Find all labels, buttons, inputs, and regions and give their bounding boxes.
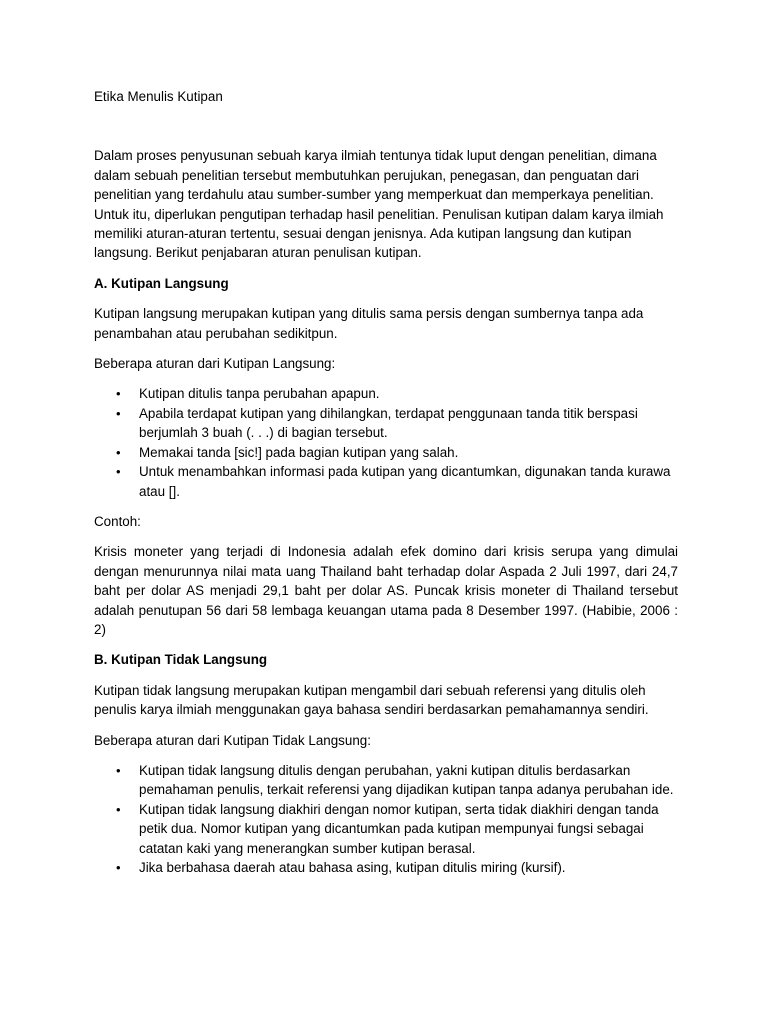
- list-item: [94, 384, 678, 403]
- section-a-rules-list: [94, 384, 678, 500]
- list-item: [94, 462, 678, 501]
- list-item-text: Kutipan tidak langsung ditulis dengan perubahan, yakni kutipan ditulis berdasarkan pemahaman penulis, terkait referensi yang dijadikan kutipan tanpa adanya perubahan ide.: [139, 762, 674, 798]
- list-item: [94, 800, 678, 858]
- bullet-icon: •: [116, 860, 121, 875]
- section-b-rules-intro: Beberapa aturan dari Kutipan Tidak Langsung:: [94, 732, 371, 748]
- section-a-definition: Kutipan langsung merupakan kutipan yang ditulis sama persis dengan sumbernya tanpa ada penambahan atau perubahan sedikitpun.: [94, 306, 644, 341]
- section-a-rules-intro: Beberapa aturan dari Kutipan Langsung:: [94, 356, 336, 372]
- list-item-text: Untuk menambahkan informasi pada kutipan yang dicantumkan, digunakan tanda kurawa atau [].: [139, 464, 671, 499]
- bullet-icon: •: [116, 386, 121, 402]
- bullet-icon: •: [116, 801, 121, 817]
- intro-paragraph: Dalam proses penyusunan sebuah karya ilmiah tentunya tidak luput dengan penelitian, dimana dalam sebuah penelitian tersebut membutuhkan perujukan, penegasan, dan penguatan dari penelitian yang terdahulu atau sumber-sumber yang memperkuat dan memperkaya penelitian. Untuk itu, diperlukan pengutipan terhadap hasil penelitian. Penulisan kutipan dalam karya ilmiah memiliki aturan-aturan tertentu, sesuai dengan jenisnya. Ada kutipan langsung dan kutipan langsung. Berikut penjabaran aturan penulisan kutipan.: [94, 148, 664, 261]
- list-item-text: Memakai tanda [sic!] pada bagian kutipan yang salah.: [139, 444, 459, 460]
- list-item: [94, 443, 678, 462]
- section-b-heading: B. Kutipan Tidak Langsung: [94, 652, 268, 668]
- list-item: [94, 761, 678, 800]
- list-item: [94, 404, 678, 443]
- bullet-icon: •: [116, 762, 121, 778]
- list-item: [94, 858, 678, 877]
- example-paragraph: Krisis moneter yang terjadi di Indonesia adalah efek domino dari krisis serupa yang dimulai dengan menurunnya nilai mata uang Thailand baht terhadap dolar Aspada 2 Juli 1997, dari 24,7 baht per dolar AS menjadi 29,1 baht per dolar AS. Puncak krisis moneter di Thailand tersebut adalah penutupan 56 dari 58 lembaga keuangan utama pada 8 Desember 1997. (Habibie, 2006 : 2): [94, 544, 678, 637]
- document-page: [94, 87, 678, 888]
- section-b-rules-list: [94, 761, 678, 877]
- section-a-heading: A. Kutipan Langsung: [94, 275, 229, 291]
- list-item-text: Jika berbahasa daerah atau bahasa asing, kutipan ditulis miring (kursif).: [139, 860, 566, 875]
- example-label: Contoh:: [94, 513, 141, 529]
- list-item-text: Kutipan ditulis tanpa perubahan apapun.: [139, 386, 380, 402]
- bullet-icon: •: [116, 405, 121, 421]
- section-b-definition: Kutipan tidak langsung merupakan kutipan mengambil dari sebuah referensi yang ditulis oleh penulis karya ilmiah menggunakan gaya bahasa sendiri berdasarkan pemahamannya sendiri.: [94, 682, 649, 718]
- bullet-icon: •: [116, 464, 121, 480]
- list-item-text: Apabila terdapat kutipan yang dihilangkan, terdapat penggunaan tanda titik berspasi berjumlah 3 buah (. . .) di bagian tersebut.: [139, 405, 638, 441]
- document-title: Etika Menulis Kutipan: [94, 89, 223, 104]
- list-item-text: Kutipan tidak langsung diakhiri dengan nomor kutipan, serta tidak diakhiri dengan tanda petik dua. Nomor kutipan yang dicantumkan pada kutipan mempunyai fungsi sebagai catatan kaki yang menerangkan sumber kutipan berasal.: [139, 801, 659, 856]
- bullet-icon: •: [116, 444, 121, 460]
